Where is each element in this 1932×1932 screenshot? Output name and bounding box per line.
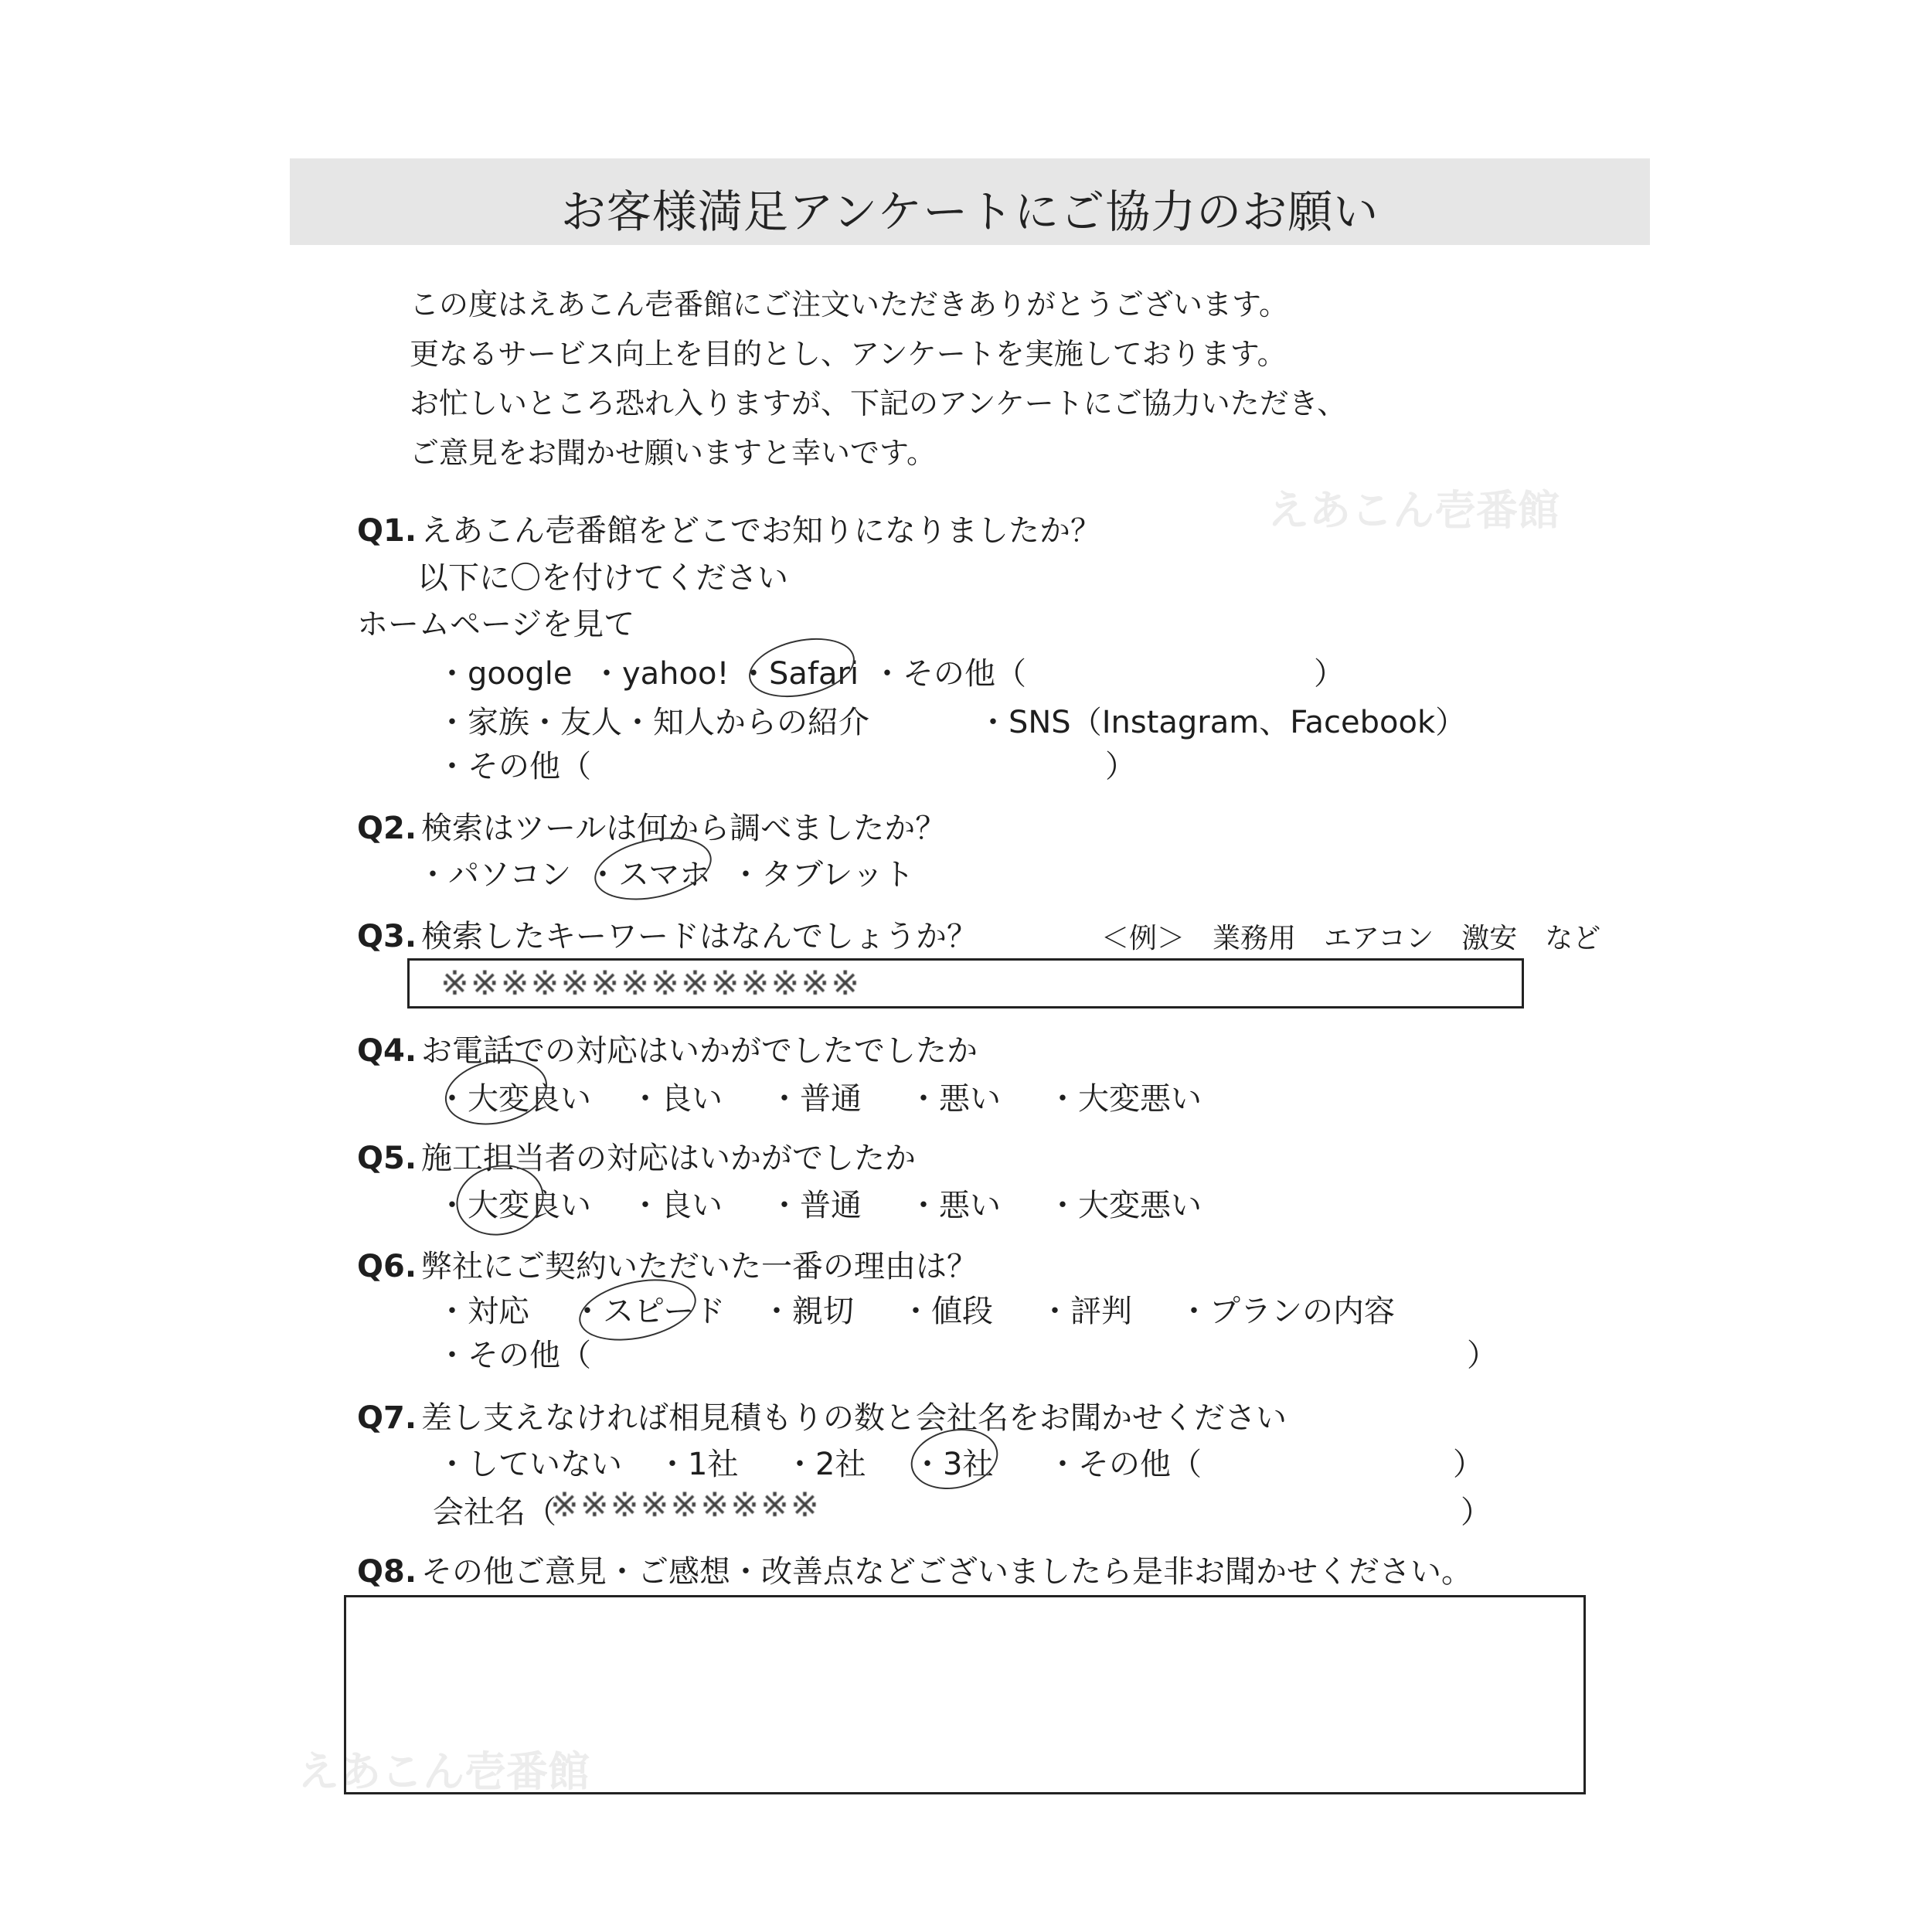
q1-option-sns[interactable]: ・SNS（Instagram、Facebook） bbox=[978, 705, 1467, 740]
q8-text: その他ご意見・ご感想・改善点などございましたら是非お聞かせください。 bbox=[421, 1554, 1473, 1590]
q7-company-value[interactable]: ※※※※※※※※※ bbox=[550, 1485, 821, 1525]
q1-option-other-hp-close: ） bbox=[1314, 656, 1345, 692]
intro-line: 更なるサービス向上を目的とし、アンケートを実施しております。 bbox=[410, 337, 1287, 371]
q1-option-yahoo[interactable]: ・yahoo! bbox=[591, 656, 730, 692]
q6-option-reputation[interactable]: ・評判 bbox=[1039, 1294, 1132, 1329]
q7-option-2[interactable]: ・2社 bbox=[784, 1447, 866, 1482]
q3-question bbox=[357, 912, 978, 956]
q4-option-very-bad[interactable]: ・大変悪い bbox=[1047, 1081, 1202, 1117]
q4-option-normal[interactable]: ・普通 bbox=[769, 1081, 862, 1117]
q7-number: Q7. bbox=[357, 1400, 417, 1436]
title-banner bbox=[290, 158, 1650, 245]
q7-company-close: ） bbox=[1461, 1495, 1492, 1530]
q2-number: Q2. bbox=[357, 811, 417, 846]
q7-option-none[interactable]: ・していない bbox=[437, 1447, 622, 1482]
q5-text: 施工担当者の対応はいかがでしたか bbox=[421, 1141, 917, 1176]
intro-line: ご意見をお聞かせ願いますと幸いです。 bbox=[410, 436, 936, 470]
intro-text bbox=[410, 280, 1346, 478]
q5-option-very-good[interactable]: ・大変良い bbox=[437, 1188, 591, 1223]
q8-question bbox=[357, 1547, 1472, 1591]
q7-option-3[interactable]: ・3社 bbox=[912, 1447, 994, 1482]
q5-option-bad[interactable]: ・悪い bbox=[908, 1188, 1001, 1223]
q4-text: お電話での対応はいかがでしたでしたか bbox=[421, 1033, 978, 1069]
q7-question bbox=[357, 1393, 1287, 1437]
q1-option-safari[interactable]: ・Safari bbox=[738, 656, 859, 692]
page-title: お客様満足アンケートにご協力のお願い bbox=[560, 185, 1379, 238]
q6-option-response[interactable]: ・対応 bbox=[437, 1294, 529, 1329]
q2-text: 検索はツールは何から調べましたか？ bbox=[421, 811, 947, 846]
q4-option-good[interactable]: ・良い bbox=[630, 1081, 723, 1117]
q1-option-other-hp[interactable]: ・その他（ bbox=[872, 656, 1026, 692]
q7-company-label: 会社名（ bbox=[433, 1495, 556, 1530]
q2-option-smartphone[interactable]: ・スマホ bbox=[587, 857, 711, 893]
q6-number: Q6. bbox=[357, 1249, 417, 1284]
q8-number: Q8. bbox=[357, 1554, 417, 1590]
q3-number: Q3. bbox=[357, 919, 417, 954]
q7-option-other[interactable]: ・その他（ bbox=[1047, 1447, 1202, 1482]
q4-option-very-good[interactable]: ・大変良い bbox=[437, 1081, 591, 1117]
q7-option-1[interactable]: ・1社 bbox=[657, 1447, 739, 1482]
q1-option-google[interactable]: ・google bbox=[437, 656, 573, 692]
q5-number: Q5. bbox=[357, 1141, 417, 1176]
q3-text: 検索したキーワードはなんでしょうか？ bbox=[421, 919, 978, 954]
q6-option-plan[interactable]: ・プランの内容 bbox=[1179, 1294, 1395, 1329]
q7-option-other-close: ） bbox=[1453, 1447, 1484, 1482]
q1-group-label: ホームページを見て bbox=[357, 607, 635, 642]
q1-text: えあこん壱番館をどこでお知りになりましたか？ bbox=[421, 513, 1102, 549]
q5-question bbox=[357, 1134, 916, 1178]
q6-option-other[interactable]: ・その他（ bbox=[437, 1338, 591, 1373]
q4-number: Q4. bbox=[357, 1033, 417, 1069]
watermark-bottom: えあこん壱番館 bbox=[298, 1747, 590, 1796]
q4-question bbox=[357, 1026, 978, 1070]
q6-option-speed[interactable]: ・スピード bbox=[572, 1294, 726, 1329]
intro-line: この度はえあこん壱番館にご注文いただきありがとうございます。 bbox=[410, 287, 1288, 321]
q7-text: 差し支えなければ相見積もりの数と会社名をお聞かせください bbox=[421, 1400, 1287, 1436]
q1-question bbox=[357, 506, 1101, 550]
intro-line: お忙しいところ恐れ入りますが、下記のアンケートにご協力いただき、 bbox=[410, 386, 1347, 420]
q2-option-pc[interactable]: ・パソコン bbox=[417, 857, 572, 893]
q1-instruction: 以下に〇を付けてください bbox=[417, 560, 788, 596]
q2-option-tablet[interactable]: ・タブレット bbox=[730, 857, 914, 893]
q6-option-other-close: ） bbox=[1467, 1338, 1498, 1373]
selection-circle bbox=[743, 629, 860, 706]
q3-example: ＜例＞ 業務用 エアコン 激安 など bbox=[1101, 923, 1601, 954]
q6-text: 弊社にご契約いただいた一番の理由は？ bbox=[421, 1249, 978, 1284]
q3-answer: ※※※※※※※※※※※※※※ bbox=[440, 964, 862, 1003]
q5-option-very-bad[interactable]: ・大変悪い bbox=[1047, 1188, 1202, 1223]
q6-option-price[interactable]: ・値段 bbox=[900, 1294, 993, 1329]
q1-option-family[interactable]: ・家族・友人・知人からの紹介 bbox=[437, 705, 869, 740]
q4-option-bad[interactable]: ・悪い bbox=[908, 1081, 1001, 1117]
q1-option-other-close: ） bbox=[1105, 749, 1136, 784]
q8-answer-box[interactable] bbox=[344, 1595, 1586, 1794]
watermark-top: えあこん壱番館 bbox=[1267, 486, 1560, 535]
q5-option-normal[interactable]: ・普通 bbox=[769, 1188, 862, 1223]
q6-option-kindness[interactable]: ・親切 bbox=[761, 1294, 854, 1329]
q5-option-good[interactable]: ・良い bbox=[630, 1188, 723, 1223]
q3-answer-box[interactable] bbox=[407, 958, 1524, 1009]
q1-number: Q1. bbox=[357, 513, 417, 549]
q1-option-other[interactable]: ・その他（ bbox=[437, 749, 591, 784]
